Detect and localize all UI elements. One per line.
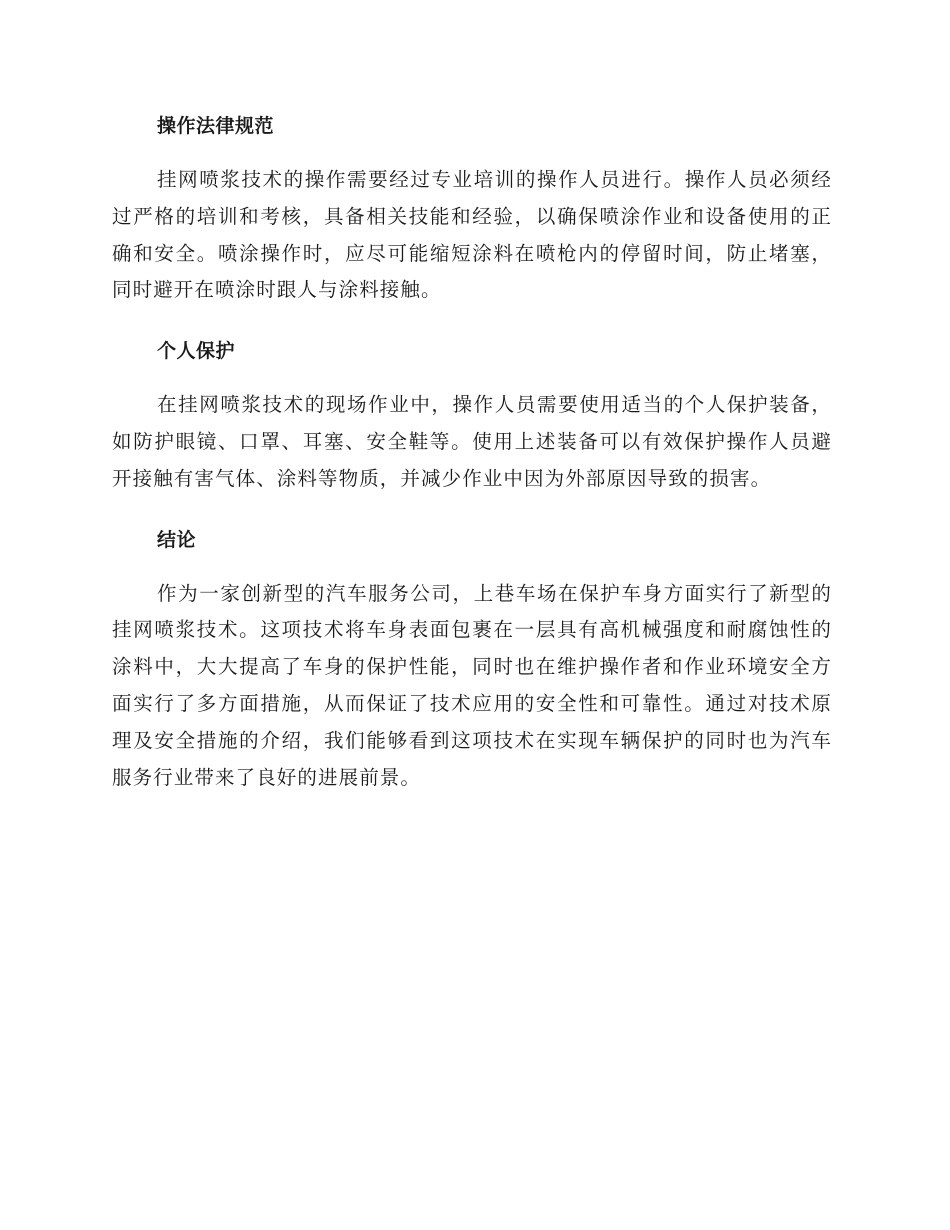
section-conclusion bbox=[112, 522, 832, 797]
section-heading: 结论 bbox=[157, 528, 197, 551]
document-page bbox=[112, 108, 832, 820]
section-paragraph: 在挂网喷浆技术的现场作业中，操作人员需要使用适当的个人保护装备，如防护眼镜、口罩、耳塞、安全鞋等。使用上述装备可以有效保护操作人员避开接触有害气体、涂料等物质，并减少作业中因为外部原因导致的损害。 bbox=[112, 393, 832, 490]
section-heading: 个人保护 bbox=[157, 340, 236, 363]
section-paragraph: 作为一家创新型的汽车服务公司，上巷车场在保护车身方面实行了新型的挂网喷浆技术。这项技术将车身表面包裹在一层具有高机械强度和耐腐蚀性的涂料中，大大提高了车身的保护性能，同时也在维护操作者和作业环境安全方面实行了多方面措施，从而保证了技术应用的安全性和可靠性。通过对技术原理及安全措施的介绍，我们能够看到这项技术在实现车辆保护的同时也为汽车服务行业带来了良好的进展前景。 bbox=[112, 581, 832, 789]
section-operation-regulations bbox=[112, 108, 832, 309]
section-personal-protection bbox=[112, 333, 832, 497]
section-paragraph: 挂网喷浆技术的操作需要经过专业培训的操作人员进行。操作人员必须经过严格的培训和考核，具备相关技能和经验，以确保喷涂作业和设备使用的正确和安全。喷涂操作时，应尽可能缩短涂料在喷枪内的停留时间，防止堵塞，同时避开在喷涂时跟人与涂料接触。 bbox=[112, 168, 832, 302]
section-heading: 操作法律规范 bbox=[157, 115, 275, 137]
